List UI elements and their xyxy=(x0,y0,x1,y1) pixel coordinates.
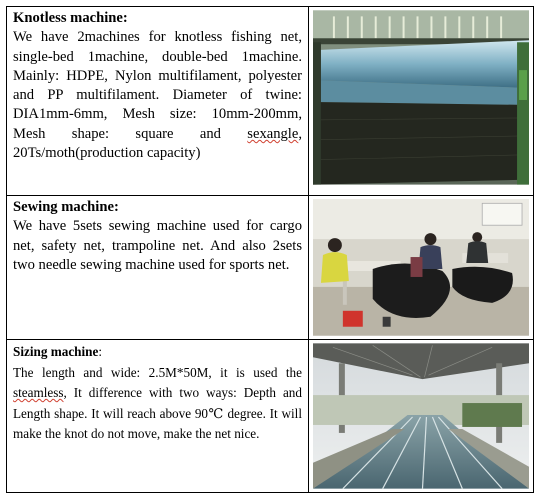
sizing-photo-cell xyxy=(309,340,534,493)
knotless-text-cell xyxy=(7,7,309,196)
knotless-photo-cell xyxy=(309,7,534,196)
sizing-machine-photo xyxy=(313,343,529,489)
sizing-body-part2: , It difference with two ways: Depth and Length shape. It will reach above 90℃ degree. It will make the knot do not move, make the net nice. xyxy=(13,385,302,441)
sizing-title-colon: : xyxy=(98,344,103,359)
sizing-body-part1: The length and wide: 2.5M*50M, it is used the xyxy=(13,364,302,380)
sewing-title: Sewing machine: xyxy=(13,199,119,215)
row-sizing-machine xyxy=(7,340,534,493)
sewing-workshop-photo xyxy=(313,199,529,336)
knotless-body-underlined: sexangle xyxy=(247,125,299,142)
sewing-body: We have 5sets sewing machine used for cargo net, safety net, trampoline net. And also 2sets two needle sewing machine used for sports net. xyxy=(13,218,302,273)
machines-table xyxy=(6,6,534,493)
sewing-photo-cell xyxy=(309,196,534,340)
sizing-body-underlined: steamless xyxy=(13,385,64,400)
knotless-title: Knotless machine: xyxy=(13,10,128,26)
knotless-net-machine-photo xyxy=(313,10,529,185)
row-knotless-machine xyxy=(7,7,534,196)
row-sewing-machine xyxy=(7,196,534,340)
sewing-text-cell xyxy=(7,196,309,340)
sizing-text-cell xyxy=(7,340,309,493)
knotless-body-part1: We have 2machines for knotless fishing net, single-bed 1machine, double-bed 1machine. Mainly: HDPE, Nylon multifilament, polyester and PP multifilament. Diameter of twine: DIA1mm-6mm, Mesh size: 10mm-200mm, Mesh shape: square and xyxy=(13,29,302,142)
sizing-title: Sizing machine xyxy=(13,344,99,359)
knotless-body-part2: , 20Ts/moth(production capacity) xyxy=(13,125,302,162)
